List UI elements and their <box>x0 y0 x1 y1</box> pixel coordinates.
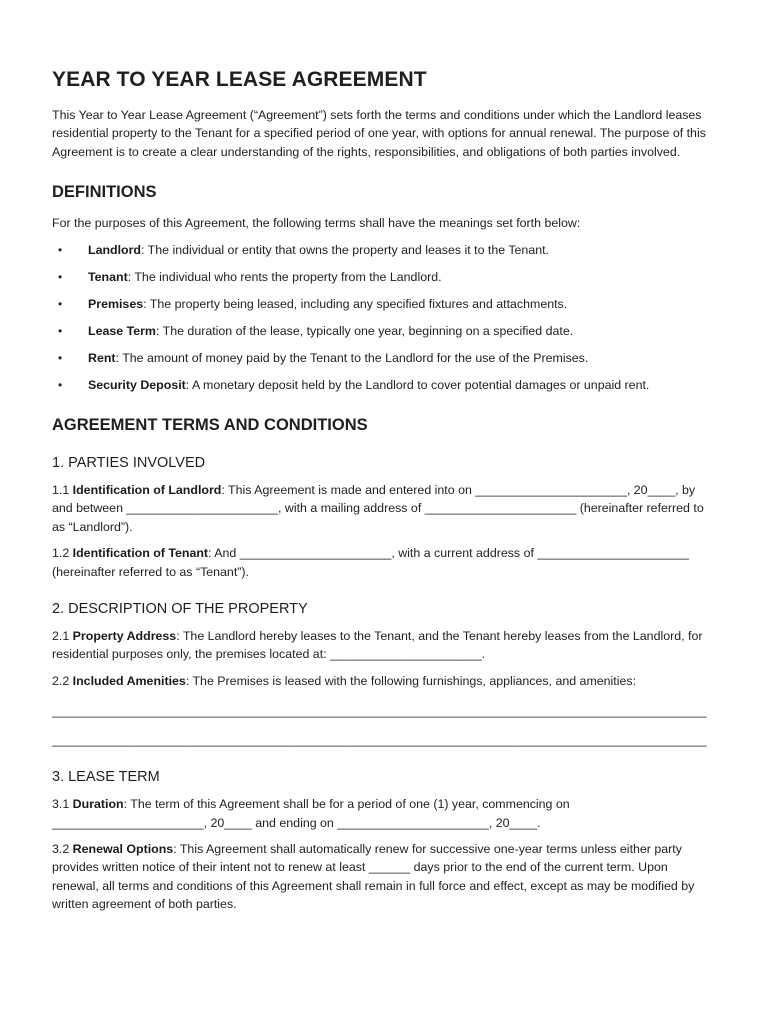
definition-item <box>52 376 718 394</box>
clause-number: 3.1 <box>52 797 73 812</box>
definition-term: Landlord <box>88 242 141 257</box>
bullet-icon: • <box>58 350 63 365</box>
clause-text: : And ______________________, with a current address of ______________________ (hereinafter referred to as “Tenant”). <box>52 546 689 579</box>
definition-text: : The amount of money paid by the Tenant to the Landlord for the use of the Premises. <box>115 350 589 365</box>
clause-number: 1.2 <box>52 546 73 561</box>
definition-term: Tenant <box>88 269 128 284</box>
definition-term: Rent <box>88 350 116 365</box>
clause-number: 2.2 <box>52 673 73 688</box>
section-2-heading: 2. DESCRIPTION OF THE PROPERTY <box>52 601 308 618</box>
clause-1-2 <box>52 544 718 581</box>
definition-item <box>52 241 718 259</box>
definitions-lead: For the purposes of this Agreement, the following terms shall have the meanings set forth below: <box>52 216 581 231</box>
definition-item <box>52 295 718 313</box>
document-title: YEAR TO YEAR LEASE AGREEMENT <box>52 68 427 91</box>
bullet-icon: • <box>58 242 63 257</box>
clause-2-1 <box>52 627 718 664</box>
definition-text: : The individual who rents the property from the Landlord. <box>127 269 442 284</box>
clause-label: Renewal Options <box>72 841 174 856</box>
amenities-blank-line-2: _______________________________________________________________________________________________ <box>52 732 707 747</box>
bullet-icon: • <box>58 323 63 338</box>
bullet-icon: • <box>58 269 63 284</box>
clause-label: Included Amenities <box>72 673 186 688</box>
definition-text: : The individual or entity that owns the property and leases it to the Tenant. <box>141 242 549 257</box>
clause-text: : The term of this Agreement shall be for a period of one (1) year, commencing on ______________________, 20____ and ending on ______________________, 20____. <box>52 797 570 830</box>
definition-item <box>52 322 718 340</box>
amenities-blank-line-1: _______________________________________________________________________________________________ <box>52 704 707 719</box>
definition-item <box>52 349 718 367</box>
section-1-heading: 1. PARTIES INVOLVED <box>52 455 206 472</box>
section-3-heading: 3. LEASE TERM <box>52 769 160 786</box>
bullet-icon: • <box>58 296 63 311</box>
definition-term: Premises <box>88 296 144 311</box>
clause-label: Property Address <box>72 629 177 644</box>
bullet-icon: • <box>58 377 63 392</box>
clause-number: 2.1 <box>52 629 73 644</box>
clause-number: 3.2 <box>52 841 73 856</box>
definition-item <box>52 268 718 286</box>
clause-label: Duration <box>72 797 124 812</box>
definition-text: : The property being leased, including any specified fixtures and attachments. <box>143 296 568 311</box>
definition-term: Security Deposit <box>88 377 186 392</box>
definitions-list <box>52 241 718 394</box>
clause-text: : The Premises is leased with the following furnishings, appliances, and amenities: <box>185 673 637 688</box>
clause-2-2 <box>52 672 718 690</box>
clause-3-1 <box>52 795 718 832</box>
definition-text: : A monetary deposit held by the Landlord to cover potential damages or unpaid rent. <box>185 377 650 392</box>
clause-label: Identification of Landlord <box>72 483 222 498</box>
intro-paragraph: This Year to Year Lease Agreement (“Agreement”) sets forth the terms and conditions under which the Landlord leases residential property to the Tenant for a specified period of one year, with options for annual renewal. The purpose of this Agreement is to create a clear understanding of the rights, responsibilities, and obligations of both parties involved. <box>52 108 706 159</box>
definition-text: : The duration of the lease, typically one year, beginning on a specified date. <box>155 323 574 338</box>
terms-heading: AGREEMENT TERMS AND CONDITIONS <box>52 416 368 435</box>
clause-number: 1.1 <box>52 483 73 498</box>
clause-text: : This Agreement is made and entered into on ______________________, 20____, by and between ______________________, with a mailing address of ______________________ (hereinafter referred to as “Landlord”). <box>52 483 704 534</box>
definition-term: Lease Term <box>88 323 156 338</box>
definitions-heading: DEFINITIONS <box>52 183 157 202</box>
clause-1-1 <box>52 481 718 536</box>
clause-3-2 <box>52 840 718 914</box>
clause-text: : The Landlord hereby leases to the Tenant, and the Tenant hereby leases from the Landlord, for residential purposes only, the premises located at: ______________________. <box>52 629 703 662</box>
clause-text: : This Agreement shall automatically renew for successive one-year terms unless either party provides written notice of their intent not to renew at least ______ days prior to the end of the current term. Upon renewal, all terms and conditions of this Agreement shall remain in full force and effect, except as may be modified by written agreement of both parties. <box>52 841 695 912</box>
clause-label: Identification of Tenant <box>72 546 209 561</box>
